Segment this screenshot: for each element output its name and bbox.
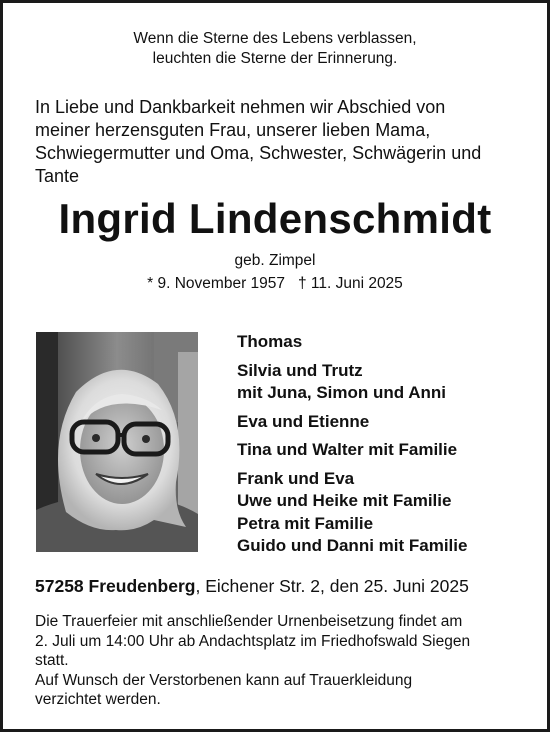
mourner-group (237, 468, 537, 558)
mourner-name: Guido und Danni mit Familie (237, 536, 468, 555)
address-date: , Eichener Str. 2, den 25. Juni 2025 (195, 576, 469, 596)
portrait-photo (36, 332, 198, 552)
deceased-name: Ingrid Lindenschmidt (58, 195, 492, 242)
mourner-name: Frank und Eva (237, 468, 355, 488)
mourner-group (237, 439, 537, 462)
place-date-line (35, 575, 535, 597)
life-dates-text: * 9. November 1957 † 11. Juni 2025 (147, 275, 403, 292)
mourners-list (237, 331, 537, 558)
life-dates (3, 274, 547, 294)
ceremony-line: Die Trauerfeier mit anschließender Urnenbeisetzung findet am (35, 613, 463, 630)
ceremony-line: Auf Wunsch der Verstorbenen kann auf Trauerkleidung (35, 671, 413, 689)
mourner-name: Petra mit Familie (237, 513, 374, 533)
mourner-group (237, 331, 537, 354)
intro-line: Schwiegermutter und Oma, Schwester, Schwägerin und (35, 143, 482, 163)
mourner-name: Uwe und Heike mit Familie (237, 491, 452, 510)
ceremony-line: 2. Juli um 14:00 Uhr ab Andachtsplatz im Friedhofswald Siegen (35, 632, 471, 650)
ceremony-info (35, 612, 535, 710)
ceremony-line: statt. (35, 652, 69, 669)
quote-line-2: leuchten die Sterne der Erinnerung. (152, 50, 398, 67)
quote-line-1: Wenn die Sterne des Lebens verblassen, (133, 30, 417, 47)
mourner-name: mit Juna, Simon und Anni (237, 383, 447, 402)
birth-name: geb. Zimpel (234, 252, 316, 269)
mourner-group (237, 360, 537, 405)
ceremony-line: verzichtet werden. (35, 691, 161, 708)
intro-text (35, 96, 525, 188)
mourner-group (237, 411, 537, 434)
intro-line: In Liebe und Dankbarkeit nehmen wir Abschied von (35, 97, 446, 117)
mourner-name: Silvia und Trutz (237, 360, 363, 380)
memorial-quote (3, 29, 547, 69)
mourner-name: Thomas (237, 332, 303, 351)
intro-line: meiner herzensguten Frau, unserer lieben Mama, (35, 120, 431, 140)
mourner-name: Eva und Etienne (237, 411, 370, 431)
postcode-city: 57258 Freudenberg (35, 576, 196, 596)
mourner-name: Tina und Walter mit Familie (237, 440, 458, 459)
intro-line: Tante (35, 166, 80, 186)
